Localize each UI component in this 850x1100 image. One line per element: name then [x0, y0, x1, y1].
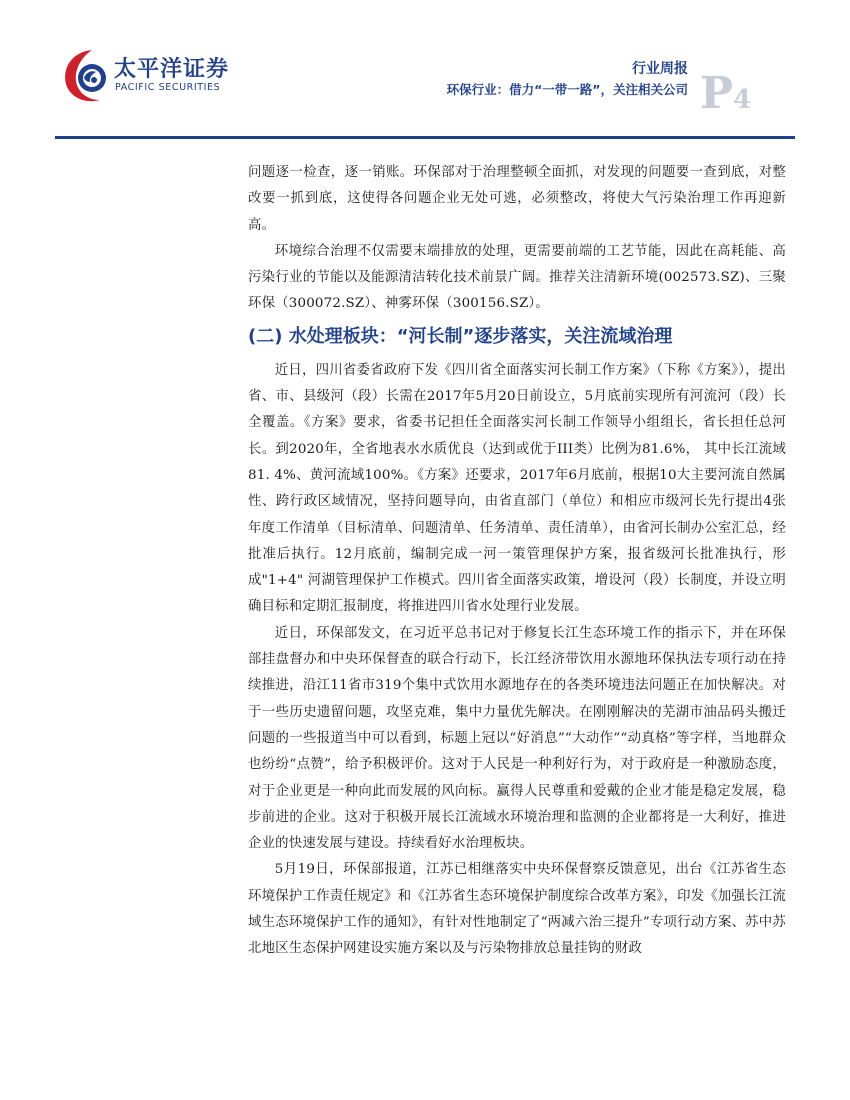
logo-english-name: PACIFIC SECURITIES — [115, 82, 221, 93]
logo-emblem-icon — [62, 44, 112, 106]
pacific-securities-logo — [62, 44, 262, 114]
main-content — [248, 160, 786, 963]
logo-chinese-name: 太平洋证券 — [114, 57, 230, 82]
page-number-digit: 4 — [733, 85, 752, 115]
page-number-letter: P — [700, 68, 734, 119]
paragraph-air-pollution: 问题逐一检查，逐一销账。环保部对于治理整顿全面抓，对发现的问题要一查到底，对整改要一抓到底，这使得各问题企业无处可逃，必须整改，将使大气污染治理工作再迎新高。 — [248, 165, 786, 233]
paragraph-jiangsu-ecology: 5月19日，环保部报道，江苏已相继落实中央环保督察反馈意见，出台《江苏省生态环境保护工作责任规定》和《江苏省生态环境保护制度综合改革方案》，印发《加强长江流域生态环境保护工作的通知》，有针对性地制定了“两减六治三提升”专项行动方案、苏中苏北地区生态保护网建设实施方案以及与污染物排放总量挂钩的财政 — [248, 862, 786, 957]
paragraph-energy-saving: 环境综合治理不仅需要末端排放的处理，更需要前端的工艺节能，因此在高耗能、高污染行业的节能以及能源清洁转化技术前景广阔。推荐关注清新环境(002573.SZ)、三聚环保（300072.SZ）、神雾环保（300156.SZ）。 — [248, 243, 786, 312]
paragraph-sichuan-river-chief: 近日，四川省委省政府下发《四川省全面落实河长制工作方案》（下称《方案》），提出省、市、县级河（段）长需在2017年5月20日前设立，5月底前实现所有河流河（段）长全覆盖。《方案》要求，省委书记担任全面落实河长制工作领导小组组长，省长担任总河长。到2020年，全省地表水水质优良（达到或优于III类）比例为81.6%， 其中长江流域81. 4%、黄河流域100%。《方案》还要求，2017年6月底前，根据10大主要河流自然属性、跨行政区域情况，坚持问题导向，由省直部门（单位）和相应市级河长先行提出4张年度工作清单（目标清单、问题清单、任务清单、责任清单），由省河长制办公室汇总，经批准后执行。12月底前，编制完成一河一策管理保护方案，报省级河长批准执行，形成"1+4" 河湖管理保护工作模式。四川省全面落实政策，增设河（段）长制度，并设立明确目标和定期汇报制度，将推进四川省水处理行业发展。 — [248, 362, 786, 615]
report-type: 行业周报 — [632, 61, 688, 77]
page-number — [700, 68, 752, 119]
section-heading-water-treatment: (二) 水处理板块：“河长制”逐步落实，关注流域治理 — [248, 325, 673, 347]
page-header — [0, 0, 850, 140]
header-divider — [55, 136, 795, 139]
paragraph-yangtze-water-source: 近日，环保部发文，在习近平总书记对于修复长江生态环境工作的指示下，并在环保部挂盘督办和中央环保督查的联合行动下，长江经济带饮用水源地环保执法专项行动在持续推进，沿江11省市319个集中式饮用水源地存在的各类环境违法问题正在加快解决。对于一些历史遗留问题，攻坚克难，集中力量优先解决。在刚刚解决的芜湖市油品码头搬迁问题的一些报道当中可以看到，标题上冠以“好消息”“大动作”“动真格”等字样，当地群众也纷纷“点赞”，给予积极评价。这对于人民是一种利好行为，对于政府是一种激励态度，对于企业更是一种向此而发展的风向标。赢得人民尊重和爱戴的企业才能是稳定发展，稳步前进的企业。这对于积极开展长江流域水环境治理和监测的企业都将是一大利好，推进企业的快速发展与建设。持续看好水治理板块。 — [248, 625, 786, 852]
report-subtitle: 环保行业：借力“一带一路”，关注相关公司 — [446, 82, 688, 97]
